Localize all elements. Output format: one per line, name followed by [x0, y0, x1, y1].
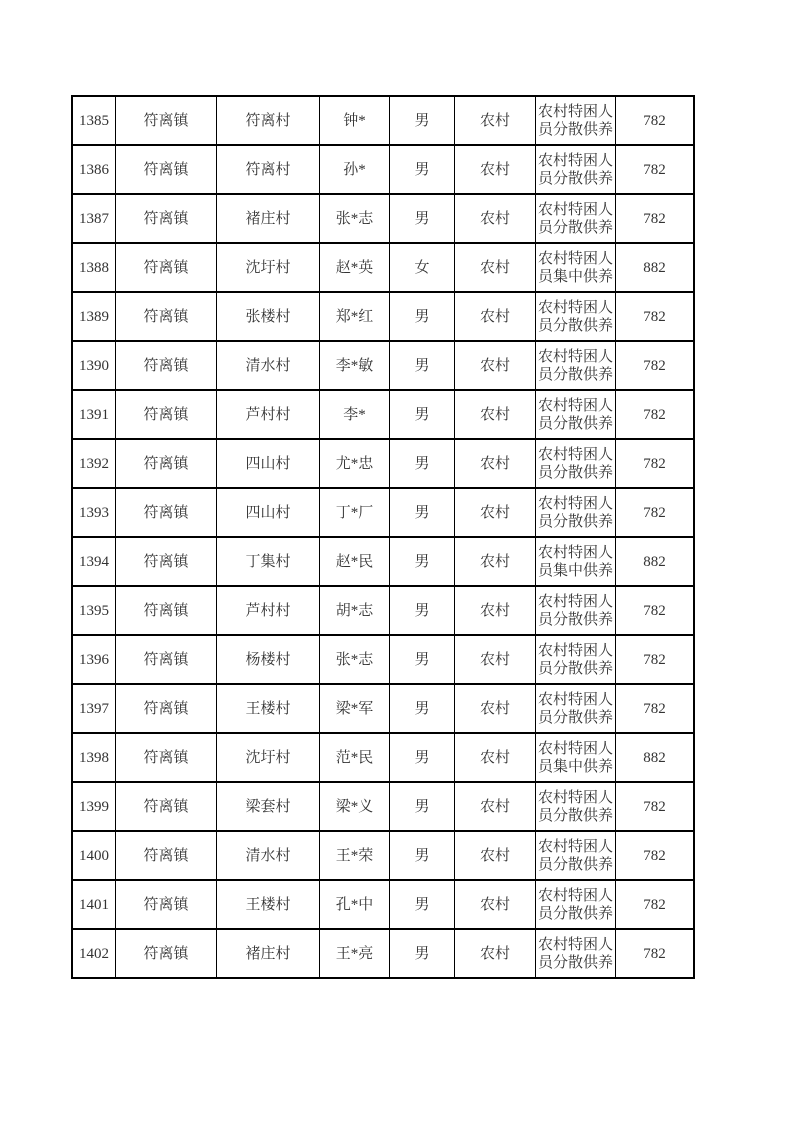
cell-gender: 男 — [390, 439, 455, 488]
cell-area: 农村 — [455, 586, 536, 635]
cell-name: 范*民 — [320, 733, 390, 782]
cell-town: 符离镇 — [116, 929, 217, 978]
cell-town: 符离镇 — [116, 733, 217, 782]
cell-seq: 1386 — [72, 145, 116, 194]
cell-area: 农村 — [455, 782, 536, 831]
cell-amount: 782 — [616, 145, 695, 194]
cell-category: 农村特困人员集中供养 — [536, 243, 616, 292]
cell-village: 梁套村 — [217, 782, 320, 831]
cell-town: 符离镇 — [116, 292, 217, 341]
cell-gender: 男 — [390, 684, 455, 733]
cell-amount: 782 — [616, 684, 695, 733]
cell-gender: 男 — [390, 488, 455, 537]
cell-category: 农村特困人员集中供养 — [536, 537, 616, 586]
cell-village: 丁集村 — [217, 537, 320, 586]
cell-category: 农村特困人员分散供养 — [536, 292, 616, 341]
cell-village: 符离村 — [217, 96, 320, 145]
table-row — [72, 439, 694, 488]
cell-seq: 1391 — [72, 390, 116, 439]
cell-seq: 1392 — [72, 439, 116, 488]
cell-name: 王*亮 — [320, 929, 390, 978]
cell-area: 农村 — [455, 145, 536, 194]
cell-town: 符离镇 — [116, 586, 217, 635]
cell-gender: 男 — [390, 537, 455, 586]
cell-name: 李*敏 — [320, 341, 390, 390]
cell-gender: 男 — [390, 586, 455, 635]
cell-town: 符离镇 — [116, 390, 217, 439]
cell-seq: 1399 — [72, 782, 116, 831]
cell-area: 农村 — [455, 243, 536, 292]
cell-category: 农村特困人员分散供养 — [536, 586, 616, 635]
cell-amount: 782 — [616, 292, 695, 341]
cell-area: 农村 — [455, 929, 536, 978]
cell-village: 沈圩村 — [217, 733, 320, 782]
table-row — [72, 537, 694, 586]
cell-gender: 男 — [390, 782, 455, 831]
cell-name: 梁*义 — [320, 782, 390, 831]
cell-name: 郑*红 — [320, 292, 390, 341]
table-row — [72, 96, 694, 145]
cell-amount: 782 — [616, 782, 695, 831]
cell-area: 农村 — [455, 635, 536, 684]
benefit-roster-table — [71, 95, 695, 979]
cell-town: 符离镇 — [116, 194, 217, 243]
table-row — [72, 194, 694, 243]
cell-seq: 1400 — [72, 831, 116, 880]
cell-amount: 882 — [616, 537, 695, 586]
cell-category: 农村特困人员分散供养 — [536, 782, 616, 831]
cell-area: 农村 — [455, 341, 536, 390]
cell-town: 符离镇 — [116, 782, 217, 831]
cell-area: 农村 — [455, 488, 536, 537]
cell-seq: 1389 — [72, 292, 116, 341]
cell-name: 王*荣 — [320, 831, 390, 880]
cell-village: 张楼村 — [217, 292, 320, 341]
table-row — [72, 341, 694, 390]
cell-village: 符离村 — [217, 145, 320, 194]
cell-gender: 男 — [390, 390, 455, 439]
cell-seq: 1388 — [72, 243, 116, 292]
table-row — [72, 243, 694, 292]
cell-category: 农村特困人员集中供养 — [536, 733, 616, 782]
cell-gender: 男 — [390, 929, 455, 978]
table-row — [72, 782, 694, 831]
cell-seq: 1390 — [72, 341, 116, 390]
cell-town: 符离镇 — [116, 831, 217, 880]
table-row — [72, 929, 694, 978]
cell-name: 张*志 — [320, 635, 390, 684]
cell-name: 梁*军 — [320, 684, 390, 733]
cell-category: 农村特困人员分散供养 — [536, 684, 616, 733]
cell-town: 符离镇 — [116, 880, 217, 929]
cell-category: 农村特困人员分散供养 — [536, 390, 616, 439]
cell-category: 农村特困人员分散供养 — [536, 929, 616, 978]
table-row — [72, 684, 694, 733]
cell-name: 赵*英 — [320, 243, 390, 292]
cell-town: 符离镇 — [116, 145, 217, 194]
cell-gender: 男 — [390, 292, 455, 341]
cell-name: 张*志 — [320, 194, 390, 243]
cell-category: 农村特困人员分散供养 — [536, 635, 616, 684]
cell-category: 农村特困人员分散供养 — [536, 145, 616, 194]
cell-gender: 男 — [390, 635, 455, 684]
cell-village: 清水村 — [217, 341, 320, 390]
table-row — [72, 390, 694, 439]
table-row — [72, 488, 694, 537]
cell-amount: 782 — [616, 831, 695, 880]
cell-town: 符离镇 — [116, 537, 217, 586]
cell-seq: 1396 — [72, 635, 116, 684]
cell-category: 农村特困人员分散供养 — [536, 488, 616, 537]
cell-name: 钟* — [320, 96, 390, 145]
cell-seq: 1395 — [72, 586, 116, 635]
cell-category: 农村特困人员分散供养 — [536, 194, 616, 243]
cell-village: 杨楼村 — [217, 635, 320, 684]
table-row — [72, 831, 694, 880]
cell-name: 胡*志 — [320, 586, 390, 635]
cell-name: 孙* — [320, 145, 390, 194]
cell-seq: 1401 — [72, 880, 116, 929]
cell-town: 符离镇 — [116, 96, 217, 145]
cell-area: 农村 — [455, 733, 536, 782]
table-row — [72, 292, 694, 341]
table-row — [72, 586, 694, 635]
cell-amount: 782 — [616, 488, 695, 537]
cell-seq: 1387 — [72, 194, 116, 243]
table-row — [72, 733, 694, 782]
cell-area: 农村 — [455, 880, 536, 929]
cell-area: 农村 — [455, 96, 536, 145]
cell-town: 符离镇 — [116, 439, 217, 488]
cell-area: 农村 — [455, 684, 536, 733]
cell-name: 孔*中 — [320, 880, 390, 929]
cell-seq: 1398 — [72, 733, 116, 782]
cell-amount: 782 — [616, 341, 695, 390]
cell-village: 褚庄村 — [217, 194, 320, 243]
cell-area: 农村 — [455, 390, 536, 439]
cell-area: 农村 — [455, 292, 536, 341]
cell-village: 王楼村 — [217, 684, 320, 733]
cell-village: 褚庄村 — [217, 929, 320, 978]
cell-amount: 782 — [616, 586, 695, 635]
cell-amount: 782 — [616, 390, 695, 439]
table-body — [72, 96, 694, 978]
cell-town: 符离镇 — [116, 488, 217, 537]
cell-category: 农村特困人员分散供养 — [536, 880, 616, 929]
cell-seq: 1393 — [72, 488, 116, 537]
cell-village: 沈圩村 — [217, 243, 320, 292]
cell-amount: 782 — [616, 194, 695, 243]
cell-village: 芦村村 — [217, 390, 320, 439]
cell-category: 农村特困人员分散供养 — [536, 341, 616, 390]
cell-gender: 男 — [390, 194, 455, 243]
table-row — [72, 880, 694, 929]
cell-village: 芦村村 — [217, 586, 320, 635]
cell-gender: 女 — [390, 243, 455, 292]
cell-village: 四山村 — [217, 439, 320, 488]
cell-amount: 782 — [616, 439, 695, 488]
cell-village: 四山村 — [217, 488, 320, 537]
cell-name: 赵*民 — [320, 537, 390, 586]
cell-amount: 782 — [616, 96, 695, 145]
cell-name: 李* — [320, 390, 390, 439]
cell-area: 农村 — [455, 439, 536, 488]
cell-town: 符离镇 — [116, 243, 217, 292]
cell-town: 符离镇 — [116, 341, 217, 390]
table-row — [72, 145, 694, 194]
cell-seq: 1385 — [72, 96, 116, 145]
cell-town: 符离镇 — [116, 635, 217, 684]
cell-name: 尤*忠 — [320, 439, 390, 488]
cell-seq: 1402 — [72, 929, 116, 978]
cell-amount: 882 — [616, 733, 695, 782]
cell-amount: 782 — [616, 929, 695, 978]
cell-gender: 男 — [390, 880, 455, 929]
cell-amount: 782 — [616, 880, 695, 929]
cell-gender: 男 — [390, 341, 455, 390]
cell-seq: 1394 — [72, 537, 116, 586]
cell-area: 农村 — [455, 537, 536, 586]
cell-category: 农村特困人员分散供养 — [536, 439, 616, 488]
cell-town: 符离镇 — [116, 684, 217, 733]
cell-category: 农村特困人员分散供养 — [536, 831, 616, 880]
cell-area: 农村 — [455, 194, 536, 243]
cell-gender: 男 — [390, 96, 455, 145]
cell-village: 王楼村 — [217, 880, 320, 929]
cell-name: 丁*厂 — [320, 488, 390, 537]
cell-amount: 782 — [616, 635, 695, 684]
cell-seq: 1397 — [72, 684, 116, 733]
cell-gender: 男 — [390, 145, 455, 194]
cell-amount: 882 — [616, 243, 695, 292]
cell-gender: 男 — [390, 831, 455, 880]
cell-category: 农村特困人员分散供养 — [536, 96, 616, 145]
cell-village: 清水村 — [217, 831, 320, 880]
table-row — [72, 635, 694, 684]
cell-area: 农村 — [455, 831, 536, 880]
cell-gender: 男 — [390, 733, 455, 782]
